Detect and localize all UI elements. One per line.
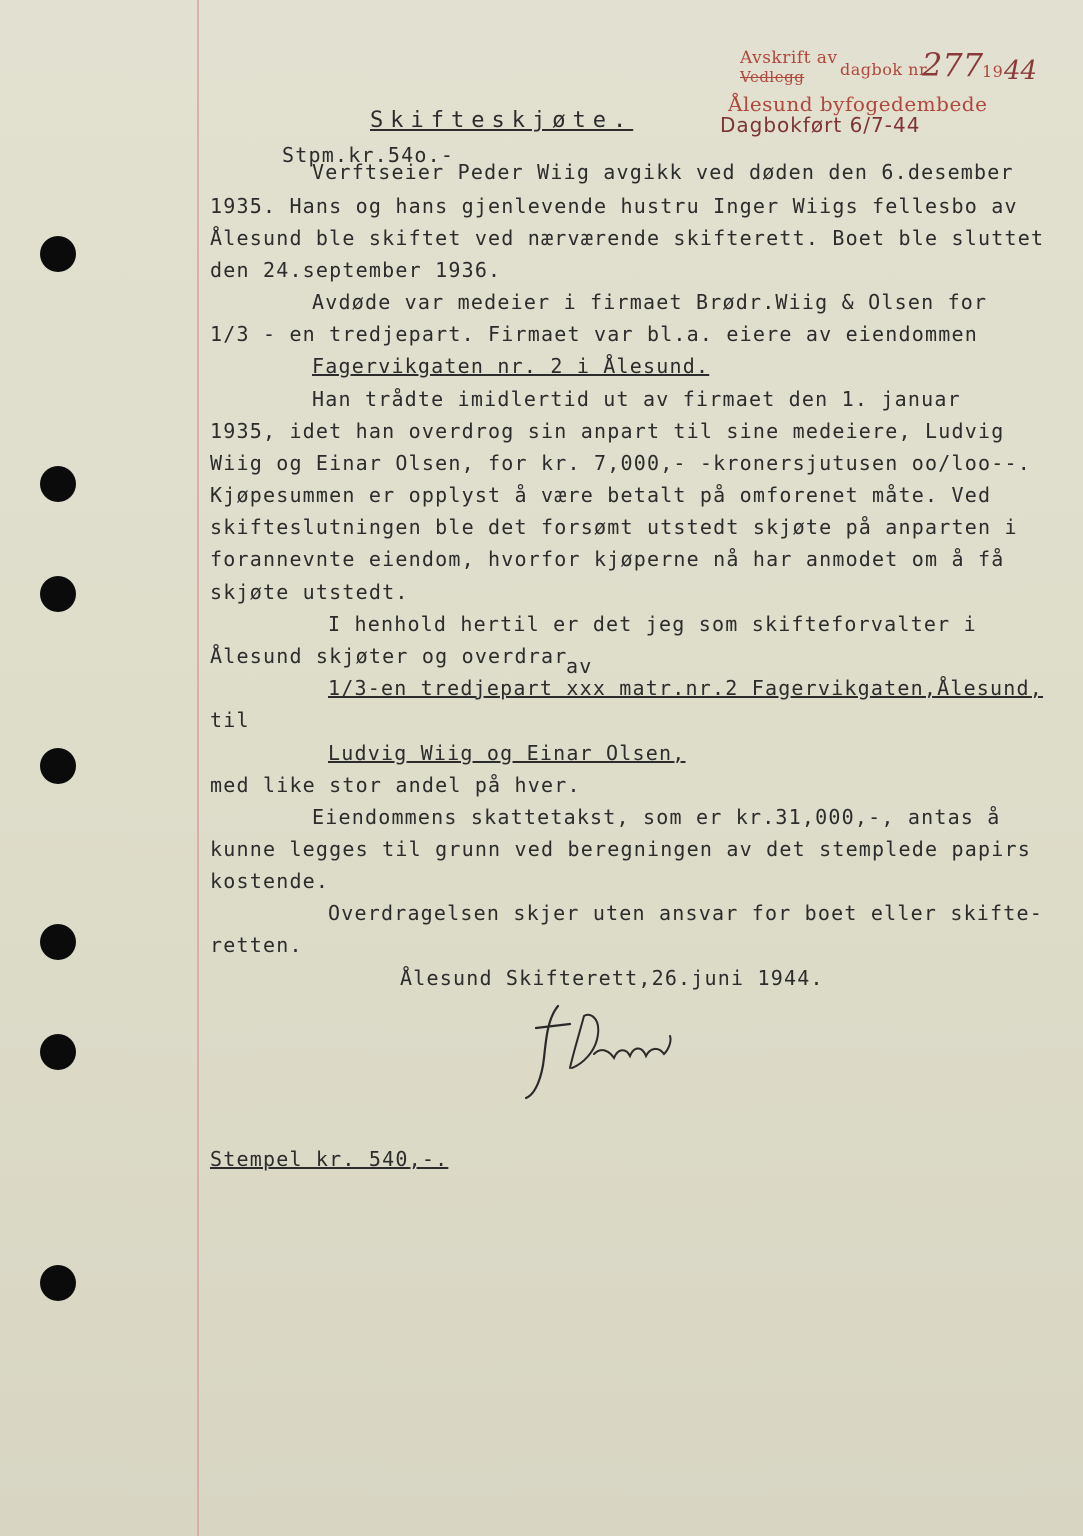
body-line: 1935. Hans og hans gjenlevende hustru Inger Wiigs fellesbo av xyxy=(210,194,1018,218)
body-line: Wiig og Einar Olsen, for kr. 7,000,- -kronersjutusen oo/loo--. xyxy=(210,451,1031,475)
signature xyxy=(518,998,678,1108)
body-line: retten. xyxy=(210,933,303,957)
stamp-vedlegg: Vedlegg xyxy=(740,68,805,86)
handwritten-dagbok-nr: 277 xyxy=(922,46,984,84)
stamp-dagbokfort: Dagbokført 6/7-44 xyxy=(720,113,921,137)
stamp-avskrift: Avskrift av xyxy=(740,48,838,68)
stamp-year-prefix: 19 xyxy=(982,62,1004,81)
stamp-duty-line: Stpm.kr.54o.- xyxy=(282,143,455,167)
property-address: Fagervikgaten nr. 2 i Ålesund. xyxy=(312,354,710,378)
body-line: Han trådte imidlertid ut av firmaet den 1. januar xyxy=(312,387,961,411)
body-line: Avdøde var medeier i firmaet Brødr.Wiig & Olsen for xyxy=(312,290,988,314)
punch-hole xyxy=(40,576,76,612)
body-line: Verftseier Peder Wiig avgikk ved døden den 6.desember xyxy=(312,160,1014,184)
body-line: Overdragelsen skjer uten ansvar for boet eller skifte- xyxy=(328,901,1044,925)
body-line: Kjøpesummen er opplyst å være betalt på omforenet måte. Ved xyxy=(210,483,992,507)
body-line: til xyxy=(210,708,250,732)
place-date: Ålesund Skifterett,26.juni 1944. xyxy=(400,966,824,990)
body-line: Eiendommens skattetakst, som er kr.31,000,-, antas å xyxy=(312,805,1001,829)
punch-hole xyxy=(40,748,76,784)
transfer-object: 1/3-en tredjepart xxx matr.nr.2 Fagervikgaten,Ålesund, xyxy=(328,676,1044,700)
punch-hole xyxy=(40,1265,76,1301)
punch-hole xyxy=(40,1034,76,1070)
body-line: med like stor andel på hver. xyxy=(210,773,581,797)
body-line: kostende. xyxy=(210,869,330,893)
body-line: 1935, idet han overdrog sin anpart til sine medeiere, Ludvig xyxy=(210,419,1005,443)
body-line: skifteslutningen ble det forsømt utstedt skjøte på anparten i xyxy=(210,515,1018,539)
body-line: I henhold hertil er det jeg som skifteforvalter i xyxy=(328,612,977,636)
inserted-word: av xyxy=(566,654,593,678)
body-line: forannevnte eiendom, hvorfor kjøperne nå har anmodet om å få xyxy=(210,547,1005,571)
stamp-office: Ålesund byfogedembede xyxy=(728,92,988,116)
punch-hole xyxy=(40,236,76,272)
body-line: Ålesund ble skiftet ved nærværende skifterett. Boet ble sluttet xyxy=(210,226,1045,250)
body-line: kunne legges til grunn ved beregningen av det stemplede papirs xyxy=(210,837,1031,861)
punch-hole xyxy=(40,924,76,960)
document-title: Skifteskjøte. xyxy=(370,108,634,133)
body-line: den 24.september 1936. xyxy=(210,258,502,282)
body-line: skjøte utstedt. xyxy=(210,580,409,604)
buyers: Ludvig Wiig og Einar Olsen, xyxy=(328,741,686,765)
handwritten-year: 44 xyxy=(1004,56,1038,86)
punch-hole xyxy=(40,466,76,502)
body-line: 1/3 - en tredjepart. Firmaet var bl.a. eiere av eiendommen xyxy=(210,322,978,346)
margin-rule xyxy=(197,0,199,1536)
footer-stamp-fee: Stempel kr. 540,-. xyxy=(210,1147,449,1171)
stamp-dagbok-label: dagbok nr. xyxy=(840,60,931,79)
body-line: Ålesund skjøter og overdrar xyxy=(210,644,568,668)
